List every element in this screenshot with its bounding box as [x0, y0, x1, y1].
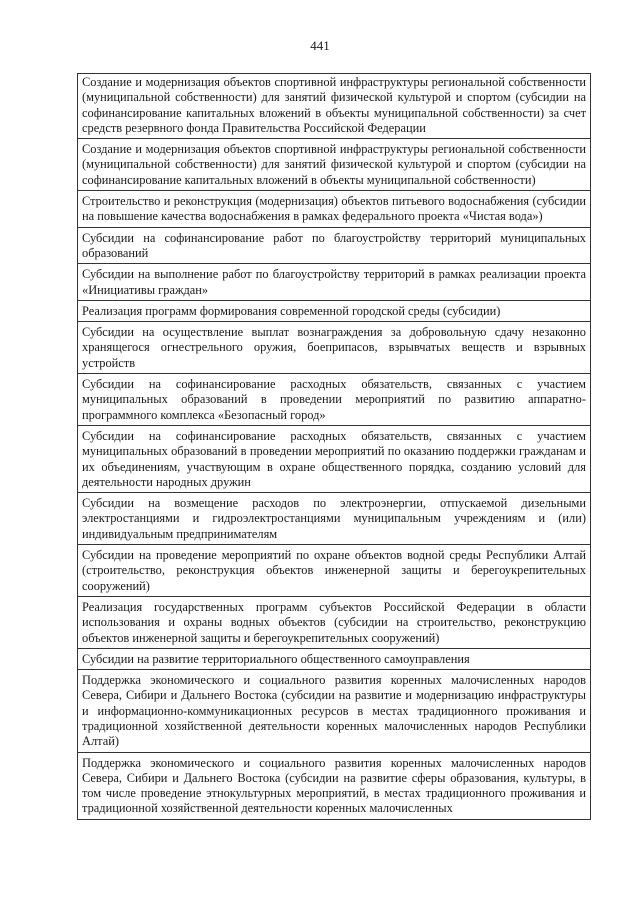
subsidy-table [77, 73, 591, 820]
page-number: 441 [310, 38, 330, 53]
table-row: Субсидии на осуществление выплат вознаграждения за добровольную сдачу незаконно хранящегося огнестрельного оружия, боеприпасов, взрывчатых веществ и взрывных устройств [78, 324, 590, 374]
table-row: Субсидии на софинансирование расходных обязательств, связанных с участием муниципальных образований в проведении мероприятий по развитию аппаратно-программного комплекса «Безопасный город» [78, 376, 590, 426]
table-row: Субсидии на софинансирование расходных обязательств, связанных с участием муниципальных образований в проведении мероприятий по оказанию поддержки гражданам и их объединениям, участвующим в охране общественного порядка, созданию условий для деятельности народных дружин [78, 428, 590, 493]
table-row: Реализация программ формирования современной городской среды (субсидии) [78, 303, 590, 322]
table-row: Субсидии на возмещение расходов по электроэнергии, отпускаемой дизельными электростанциями и гидроэлектростанциями муниципальным учреждениям и (или) индивидуальным предпринимателям [78, 495, 590, 545]
table-row: Поддержка экономического и социального развития коренных малочисленных народов Севера, Сибири и Дальнего Востока (субсидии на развитие и модернизацию инфраструктуры и информационно-коммуникационных ресурсов в местах традиционного проживания и традиционной хозяйственной деятельности коренных малочисленных народов Республики Алтай) [78, 672, 590, 752]
table-row: Субсидии на развитие территориального общественного самоуправления [78, 651, 590, 670]
table-row: Субсидии на выполнение работ по благоустройству территорий в рамках реализации проекта «Инициативы граждан» [78, 266, 590, 301]
table-row: Создание и модернизация объектов спортивной инфраструктуры региональной собственности (муниципальной собственности) для занятий физической культурой и спортом (субсидии на софинансирование капитальных вложений в объекты муниципальной собственности) за счет средств резервного фонда Правительства Российской Федерации [78, 74, 590, 139]
table-row: Реализация государственных программ субъектов Российской Федерации в области использования и охраны водных объектов (субсидии на строительство, реконструкцию объектов инженерной защиты и берегоукрепительных сооружений) [78, 599, 590, 649]
table-row: Создание и модернизация объектов спортивной инфраструктуры региональной собственности (муниципальной собственности) для занятий физической культурой и спортом (субсидии на софинансирование капитальных вложений в объекты муниципальной собственности) [78, 141, 590, 191]
table-row: Строительство и реконструкция (модернизация) объектов питьевого водоснабжения (субсидии на повышение качества водоснабжения в рамках федерального проекта «Чистая вода») [78, 193, 590, 228]
table-row: Поддержка экономического и социального развития коренных малочисленных народов Севера, Сибири и Дальнего Востока (субсидии на развитие сферы образования, культуры, в том числе проведение этнокультурных мероприятий, в местах традиционного проживания и традиционной хозяйственной деятельности коренных малочисленных [82, 755, 586, 816]
table-row: Субсидии на софинансирование работ по благоустройству территорий муниципальных образований [78, 230, 590, 265]
table-row: Субсидии на проведение мероприятий по охране объектов водной среды Республики Алтай (строительство, реконструкция объектов инженерной защиты и берегоукрепительных сооружений) [78, 547, 590, 597]
